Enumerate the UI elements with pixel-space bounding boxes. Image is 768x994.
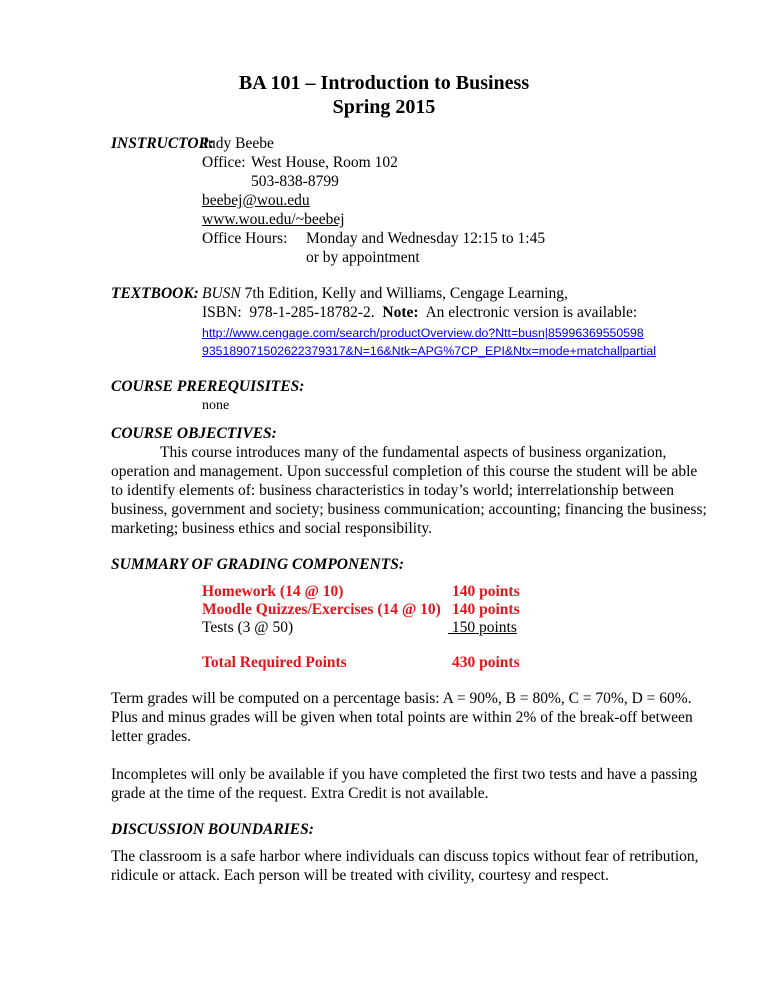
textbook-note-text: An electronic version is available: [418, 304, 638, 321]
grading-scale-line: Term grades will be computed on a percentage basis: A = 90%, B = 80%, C = 70%, D = 60%. [111, 690, 692, 707]
objectives-line: business, government and society; business communication; accounting; financing the business; [111, 501, 707, 518]
grading-row-points: 140 points [452, 583, 520, 600]
objectives-line: marketing; business ethics and social responsibility. [111, 520, 432, 537]
discussion-heading: DISCUSSION BOUNDARIES: [111, 821, 314, 838]
instructor-email-link[interactable]: beebej@wou.edu [202, 192, 310, 209]
office-hours-alt: or by appointment [306, 249, 420, 266]
incomplete-policy-line: grade at the time of the request. Extra Credit is not available. [111, 785, 489, 802]
course-term: Spring 2015 [332, 96, 436, 118]
objectives-line: operation and management. Upon successful completion of this course the student will be able [111, 463, 698, 480]
grading-row-label: Homework (14 @ 10) [202, 583, 344, 600]
incomplete-policy-line: Incompletes will only be available if you have completed the first two tests and have a passing [111, 766, 698, 783]
office-hours-value: Monday and Wednesday 12:15 to 1:45 [306, 230, 546, 247]
textbook-url-line1[interactable]: http://www.cengage.com/search/productOverview.do?Ntt=busn|85996369550598 [202, 326, 644, 340]
textbook-note-label: Note: [382, 304, 419, 321]
grading-total-label: Total Required Points [202, 654, 347, 671]
grading-total-points: 430 points [452, 654, 520, 671]
instructor-label: INSTRUCTOR: [111, 135, 215, 152]
textbook-title: BUSN [202, 285, 241, 302]
textbook-line2 [202, 303, 637, 322]
instructor-name: Judy Beebe [202, 135, 274, 152]
prerequisites-value: none [202, 398, 230, 413]
office-phone: 503-838-8799 [251, 173, 339, 190]
textbook-label: TEXTBOOK: [111, 285, 199, 302]
textbook-line1 [202, 284, 568, 303]
prerequisites-heading: COURSE PREREQUISITES: [111, 378, 305, 395]
discussion-line: The classroom is a safe harbor where individuals can discuss topics without fear of retribution, [111, 848, 699, 865]
grading-row-points: 140 points [452, 601, 520, 618]
discussion-line: ridicule or attack. Each person will be treated with civility, courtesy and respect. [111, 867, 609, 884]
grading-heading: SUMMARY OF GRADING COMPONENTS: [111, 556, 404, 573]
instructor-website-link[interactable]: www.wou.edu/~beebej [202, 211, 345, 228]
course-title: BA 101 – Introduction to Business [238, 72, 530, 94]
office-label: Office: [202, 154, 246, 171]
objectives-line: to identify elements of: business characteristics in today’s world; interrelationship between [111, 482, 675, 499]
office-location: West House, Room 102 [251, 154, 398, 171]
textbook-isbn: ISBN: 978-1-285-18782-2. [202, 304, 383, 321]
objectives-line: This course introduces many of the fundamental aspects of business organization, [160, 444, 667, 461]
grading-scale-line: letter grades. [111, 728, 192, 745]
office-hours-label: Office Hours: [202, 230, 288, 247]
textbook-url-line2[interactable]: 93518907150262237931‌7&N=16&Ntk=APG%7CP_EPI&Ntx=mode+matchallpartial [202, 344, 656, 358]
grading-scale-line: Plus and minus grades will be given when total points are within 2% of the break-off between [111, 709, 693, 726]
grading-row-label: Tests (3 @ 50) [202, 619, 294, 636]
textbook-details: 7th Edition, Kelly and Williams, Cengage Learning, [240, 285, 568, 302]
objectives-heading: COURSE OBJECTIVES: [111, 425, 277, 442]
grading-row-points: 150 points [451, 619, 517, 636]
grading-row-label: Moodle Quizzes/Exercises (14 @ 10) [202, 601, 441, 618]
